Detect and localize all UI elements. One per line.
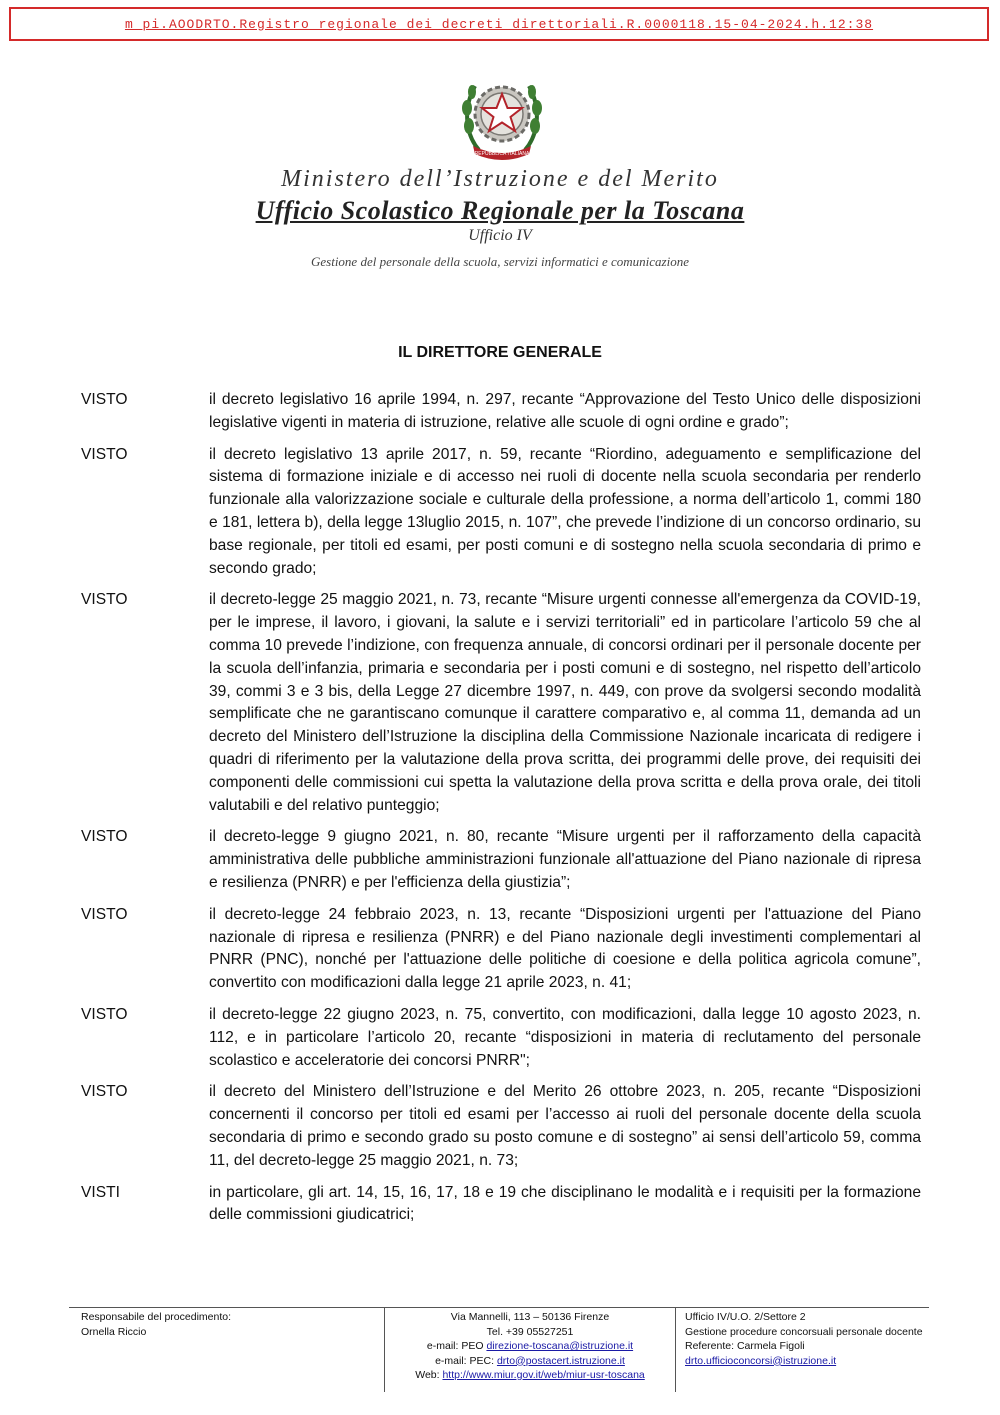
clause-label: VISTO xyxy=(81,828,128,846)
unit-description: Gestione procedure concorsuali personale docente xyxy=(685,1325,923,1338)
division-description: Gestione del personale della scuola, servizi informatici e comunicazione xyxy=(310,254,689,269)
pec-line xyxy=(385,1354,675,1369)
office-address: Via Mannelli, 113 – 50136 Firenze xyxy=(450,1311,610,1323)
clause-text: il decreto del Ministero dell’Istruzione e del Merito 26 ottobre 2023, n. 205, recante “Disposizioni concernenti il concorso per titoli ed esami per l’accesso ai ruoli del personale docente della scuola secondaria di primo e secondo grado su posto comune e di sostegno” ai sensi dell’articolo 59, comma 11, del decreto-legge 25 maggio 2021, n. 73; xyxy=(209,1083,921,1169)
decree-body xyxy=(81,389,921,1236)
clause-text: il decreto-legge 9 giugno 2021, n. 80, recante “Misure urgenti per il rafforzamento della capacità amministrativa delle pubbliche amministrazioni funzionale all'attuazione del Piano nazionale di ripresa e resilienza (PNRR) e per l'efficienza della giustizia”; xyxy=(209,828,921,891)
document-title: IL DIRETTORE GENERALE xyxy=(398,344,602,361)
protocol-stamp-text: m_pi.AOODRTO.Registro regionale dei decreti direttoriali.R.0000118.15-04-2024.h.12:38 xyxy=(124,16,874,32)
clause xyxy=(81,1004,921,1072)
footer-responsible xyxy=(69,1308,385,1392)
responsible-label: Responsabile del procedimento: xyxy=(81,1311,232,1323)
clause xyxy=(81,904,921,995)
clause-text: il decreto legislativo 13 aprile 2017, n. 59, recante “Riordino, adeguamento e semplificazione del sistema di formazione iniziale e di accesso nei ruoli di docente nella scuola secondaria per renderlo funzionale alla valorizzazione sociale e culturale della professione, a norma dell’articolo 1, commi 180 e 181, lettera b), della legge 13luglio 2015, n. 107”, che prevede l’indizione di un concorso ordinario, su base regionale, per titoli ed esami, per posti comuni e di sostegno nella scuola secondaria di primo e secondo grado; xyxy=(209,445,921,577)
pec-email-link[interactable]: drto@postacert.istruzione.it xyxy=(496,1354,625,1367)
clause xyxy=(81,1081,921,1172)
unit-name: Ufficio IV/U.O. 2/Settore 2 xyxy=(685,1311,806,1323)
clause xyxy=(81,1182,921,1228)
clause xyxy=(81,389,921,435)
clause-label: VISTO xyxy=(81,591,128,609)
clause xyxy=(81,589,921,817)
pec-label: e-mail: PEC: xyxy=(435,1354,495,1367)
peo-line xyxy=(385,1339,675,1354)
peo-email-link[interactable]: direzione-toscana@istruzione.it xyxy=(486,1340,634,1352)
clause-label: VISTO xyxy=(81,391,128,408)
clause-label: VISTO xyxy=(81,1005,128,1023)
clause xyxy=(81,444,921,581)
ministry-name: Ministero dell’Istruzione e del Merito xyxy=(281,166,719,192)
web-label: Web: xyxy=(415,1369,440,1381)
footer-unit xyxy=(676,1308,929,1392)
clause-text: il decreto-legge 24 febbraio 2023, n. 13, recante “Disposizioni urgenti per l'attuazione del Piano nazionale di ripresa e resilienza (PNRR) e del Piano nazionale degli investimenti complementari al PNRR (PNC), nonché per l'attuazione delle politiche di coesione e della politica agricola comune”, convertito con modificazioni dalla legge 21 aprile 2023, n. 41; xyxy=(209,905,921,992)
referent-email-link[interactable]: drto.ufficioconcorsi@istruzione.it xyxy=(685,1354,837,1367)
emblem-of-italy xyxy=(459,68,545,160)
website-link[interactable]: http://www.miur.gov.it/web/miur-usr-toscana xyxy=(442,1369,645,1381)
clause-text: il decreto legislativo 16 aprile 1994, n. 297, recante “Approvazione del Testo Unico delle disposizioni legislative vigenti in materia di istruzione, relative alle scuole di ogni ordine e grado”; xyxy=(209,391,921,431)
peo-label: e-mail: PEO xyxy=(426,1340,484,1352)
clause-label: VISTO xyxy=(81,905,128,923)
clause-label: VISTO xyxy=(81,1083,128,1101)
clause-label: VISTO xyxy=(81,445,128,463)
office-name: Ufficio Scolastico Regionale per la Toscana xyxy=(255,196,745,225)
emblem-ribbon-text: REPUBBLICA ITALIANA xyxy=(474,151,530,157)
page-footer xyxy=(69,1307,929,1392)
clause-text: il decreto-legge 25 maggio 2021, n. 73, recante “Misure urgenti connesse all'emergenza da COVID-19, per le imprese, il lavoro, i giovani, la salute e i servizi territoriali” ed in particolare l’articolo 59 che al comma 10 prevede l’indizione, con frequenza annuale, di concorsi ordinari per il personale docente per la scuola dell’infanzia, primaria e secondaria per i posti comuni e di sostegno, nel rispetto dell’articolo 39, commi 3 e 3 bis, della Legge 27 dicembre 1997, n. 449, con prove da svolgersi secondo modalità semplificate che ne garantiscano comunque il carattere comparativo e, al comma 11, demanda ad un decreto del Ministero dell’Istruzione la disciplina della Commissione Nazionale incaricata di redigere i quadri di riferimento per la valutazione della prova scritta, dei programmi delle prove, dei requisiti dei componenti delle commissioni cui spetta la valutazione della prova scritta e della prova orale, dei titoli valutabili e del relativo punteggio; xyxy=(209,591,921,814)
footer-contacts xyxy=(385,1308,676,1392)
protocol-stamp xyxy=(9,7,989,41)
clause-text: il decreto-legge 22 giugno 2023, n. 75, convertito, con modificazioni, dalla legge 10 agosto 2023, n. 112, e in particolare l’articolo 20, recante “disposizioni in materia di reclutamento del personale scolastico e acceleratorie dei concorsi PNRR"; xyxy=(209,1005,921,1069)
clause xyxy=(81,826,921,894)
clause-label: VISTI xyxy=(81,1183,120,1201)
web-line xyxy=(385,1368,675,1383)
clause-text: in particolare, gli art. 14, 15, 16, 17, 18 e 19 che disciplinano le modalità e i requisiti per la formazione delle commissioni giudicatrici; xyxy=(209,1183,921,1224)
referent-name: Referente: Carmela Figoli xyxy=(685,1340,805,1352)
responsible-name: Ornella Riccio xyxy=(81,1325,147,1338)
division-name: Ufficio IV xyxy=(468,227,532,244)
office-phone: Tel. +39 05527251 xyxy=(486,1325,574,1338)
